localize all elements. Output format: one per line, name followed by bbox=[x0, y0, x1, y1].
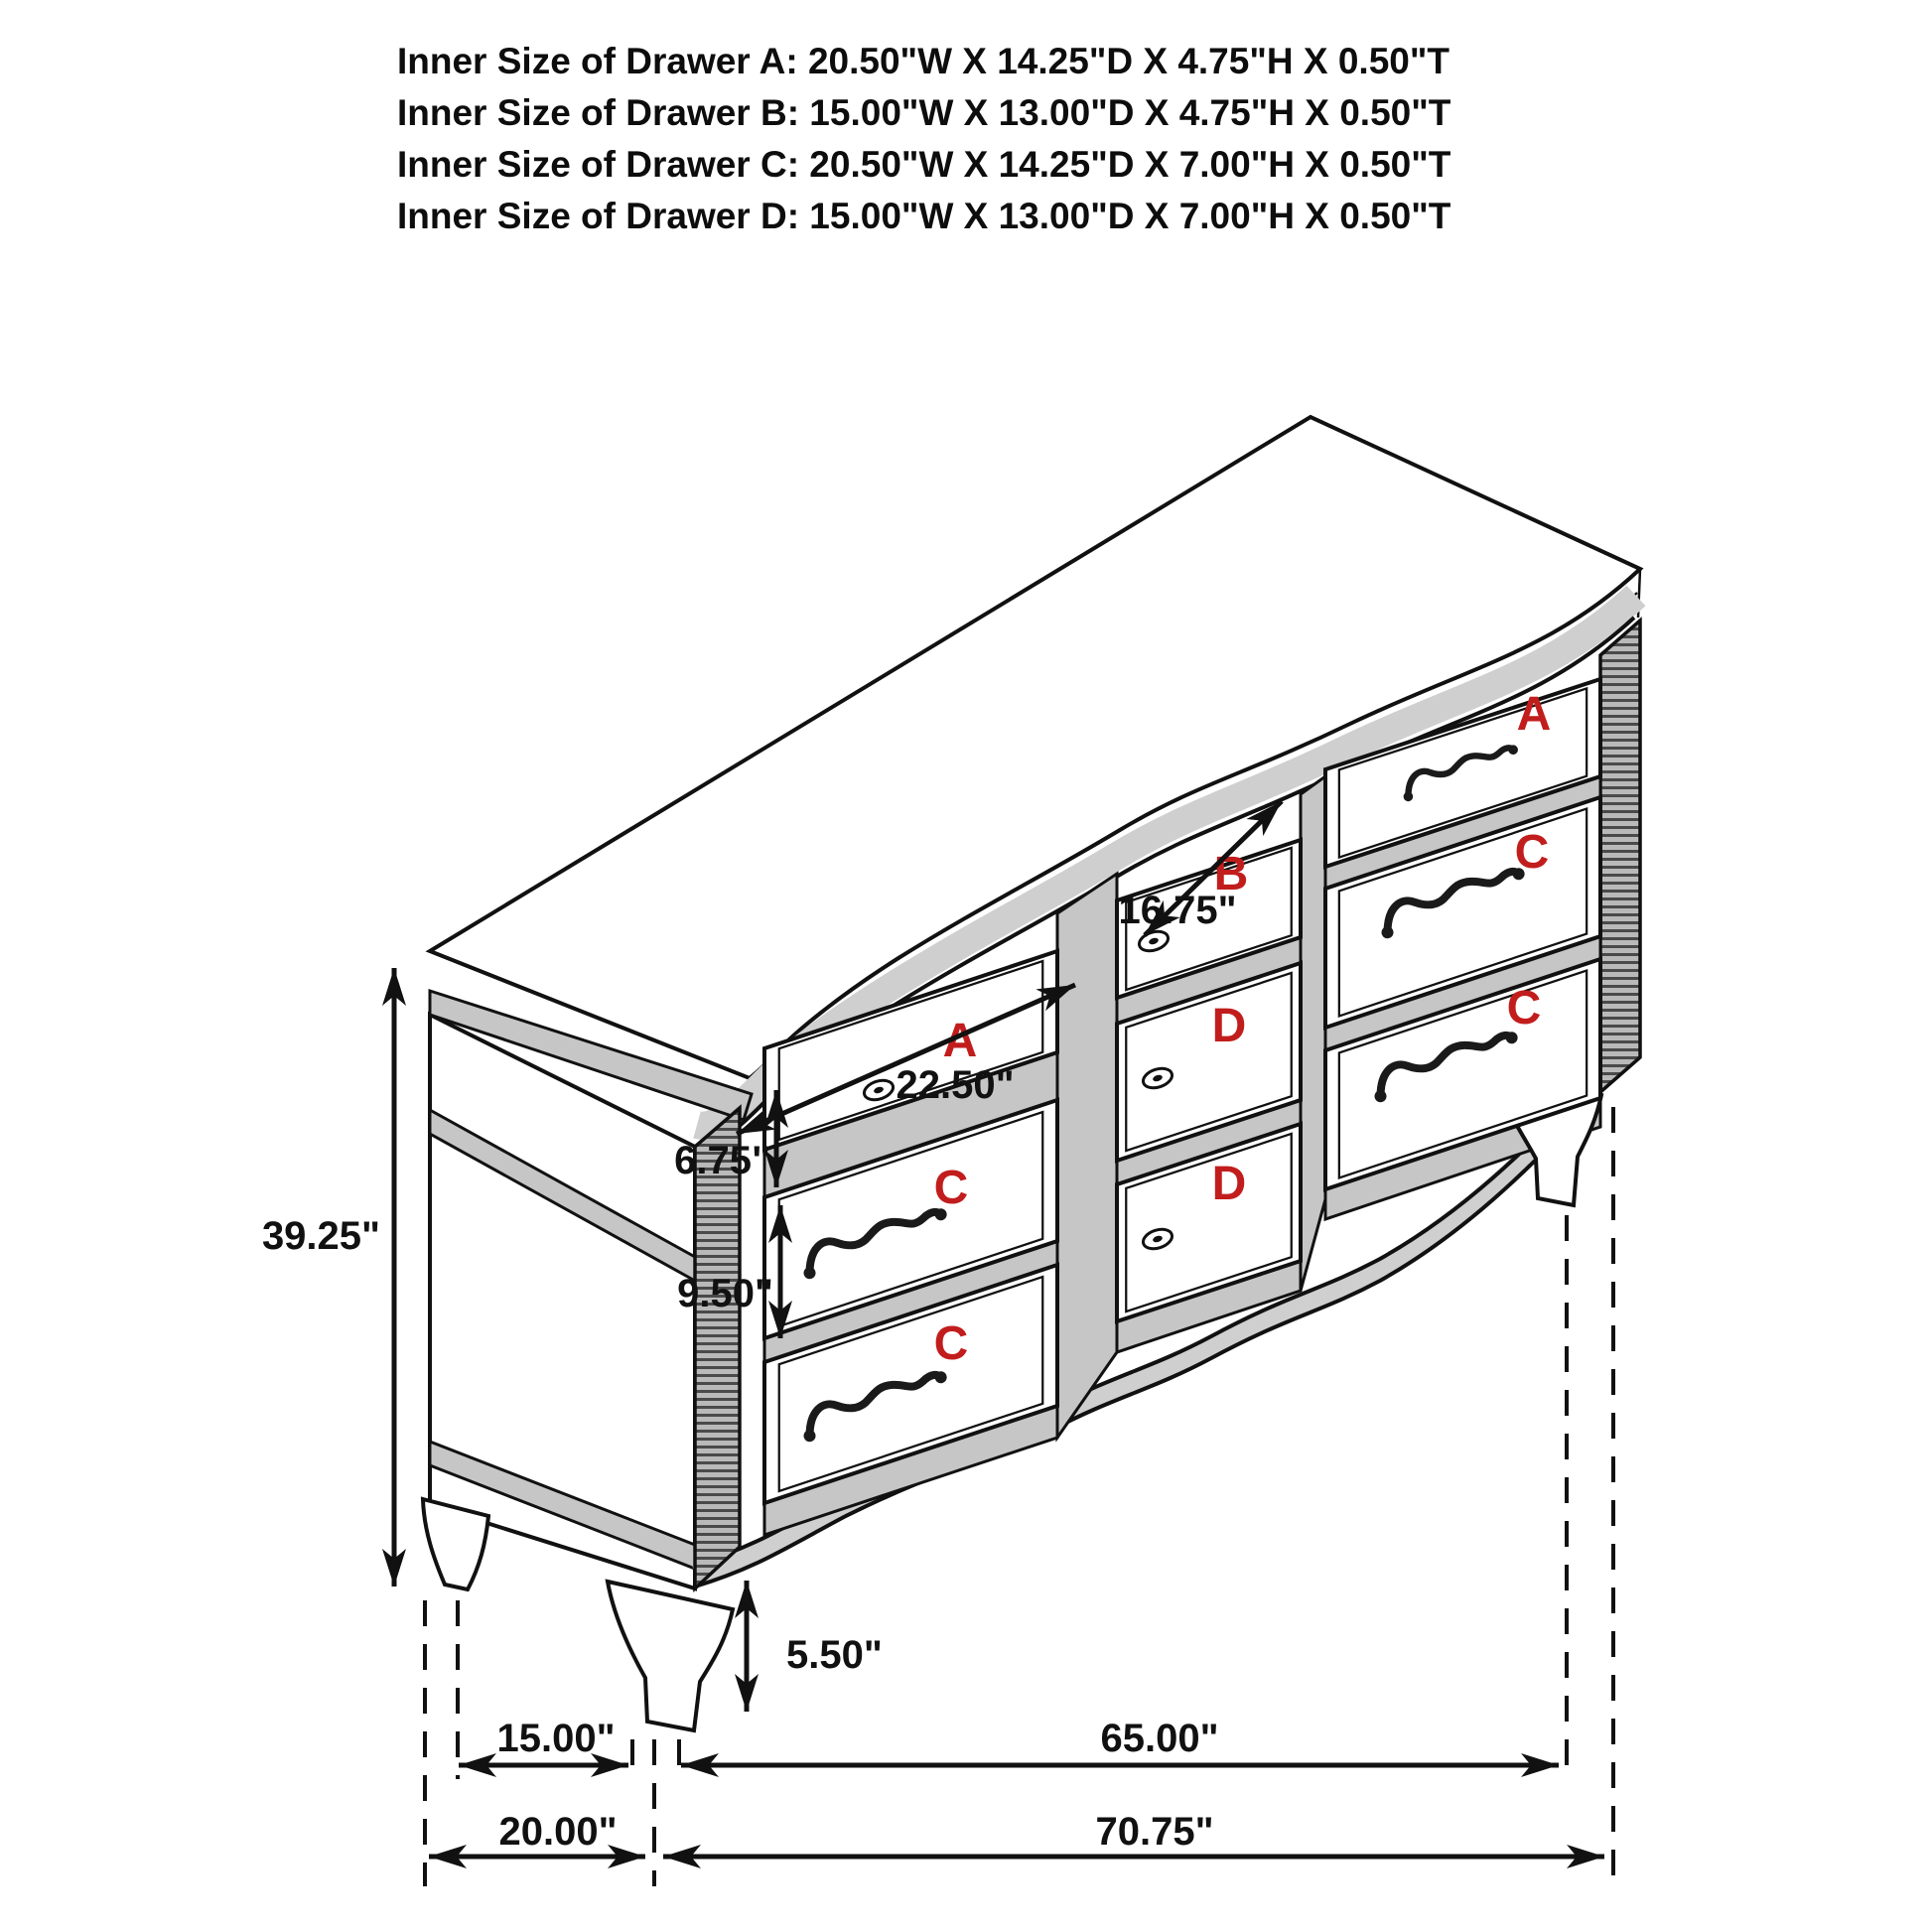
side-inner-span-label: 15.00" bbox=[496, 1717, 616, 1760]
header-line-drawer-a: Inner Size of Drawer A: 20.50"W X 14.25"D X 4.75"H X 0.50"T bbox=[397, 41, 1449, 81]
inner-size-header bbox=[397, 41, 1451, 236]
overall-depth-label: 20.00" bbox=[498, 1810, 618, 1854]
label-drawer-d-middle: D bbox=[1211, 1000, 1247, 1052]
header-line-drawer-c: Inner Size of Drawer C: 20.50"W X 14.25"D X 7.00"H X 0.50"T bbox=[397, 144, 1451, 185]
drawer-a-width-label: 22.50" bbox=[896, 1063, 1015, 1107]
leg-height-label: 5.50" bbox=[786, 1633, 883, 1677]
top-drawer-height-label: 6.75" bbox=[674, 1139, 770, 1182]
front-inner-span-label: 65.00" bbox=[1100, 1717, 1219, 1760]
back-left-leg bbox=[423, 1499, 488, 1589]
label-drawer-c-left-middle: C bbox=[933, 1162, 969, 1214]
stile-middle-right bbox=[1301, 776, 1325, 1291]
stile-left-middle bbox=[1057, 874, 1117, 1438]
label-drawer-c-right-middle: C bbox=[1514, 826, 1550, 879]
overall-height-label: 39.25" bbox=[261, 1214, 380, 1258]
overall-width-label: 70.75" bbox=[1095, 1810, 1214, 1854]
label-drawer-d-bottom: D bbox=[1211, 1158, 1247, 1210]
lower-drawer-height-label: 9.50" bbox=[677, 1272, 773, 1315]
label-drawer-a-left: A bbox=[942, 1015, 978, 1067]
front-left-leg bbox=[608, 1582, 733, 1730]
header-line-drawer-b: Inner Size of Drawer B: 15.00"W X 13.00"D X 4.75"H X 0.50"T bbox=[397, 92, 1451, 133]
label-drawer-b: B bbox=[1213, 848, 1249, 900]
label-drawer-c-left-bottom: C bbox=[933, 1317, 969, 1370]
label-drawer-c-right-bottom: C bbox=[1506, 982, 1542, 1035]
header-line-drawer-d: Inner Size of Drawer D: 15.00"W X 13.00"D X 7.00"H X 0.50"T bbox=[397, 196, 1451, 236]
drawer-b-width-label: 16.75" bbox=[1118, 889, 1237, 932]
label-drawer-a-right: A bbox=[1516, 688, 1552, 741]
front-right-pilaster bbox=[1600, 621, 1640, 1092]
